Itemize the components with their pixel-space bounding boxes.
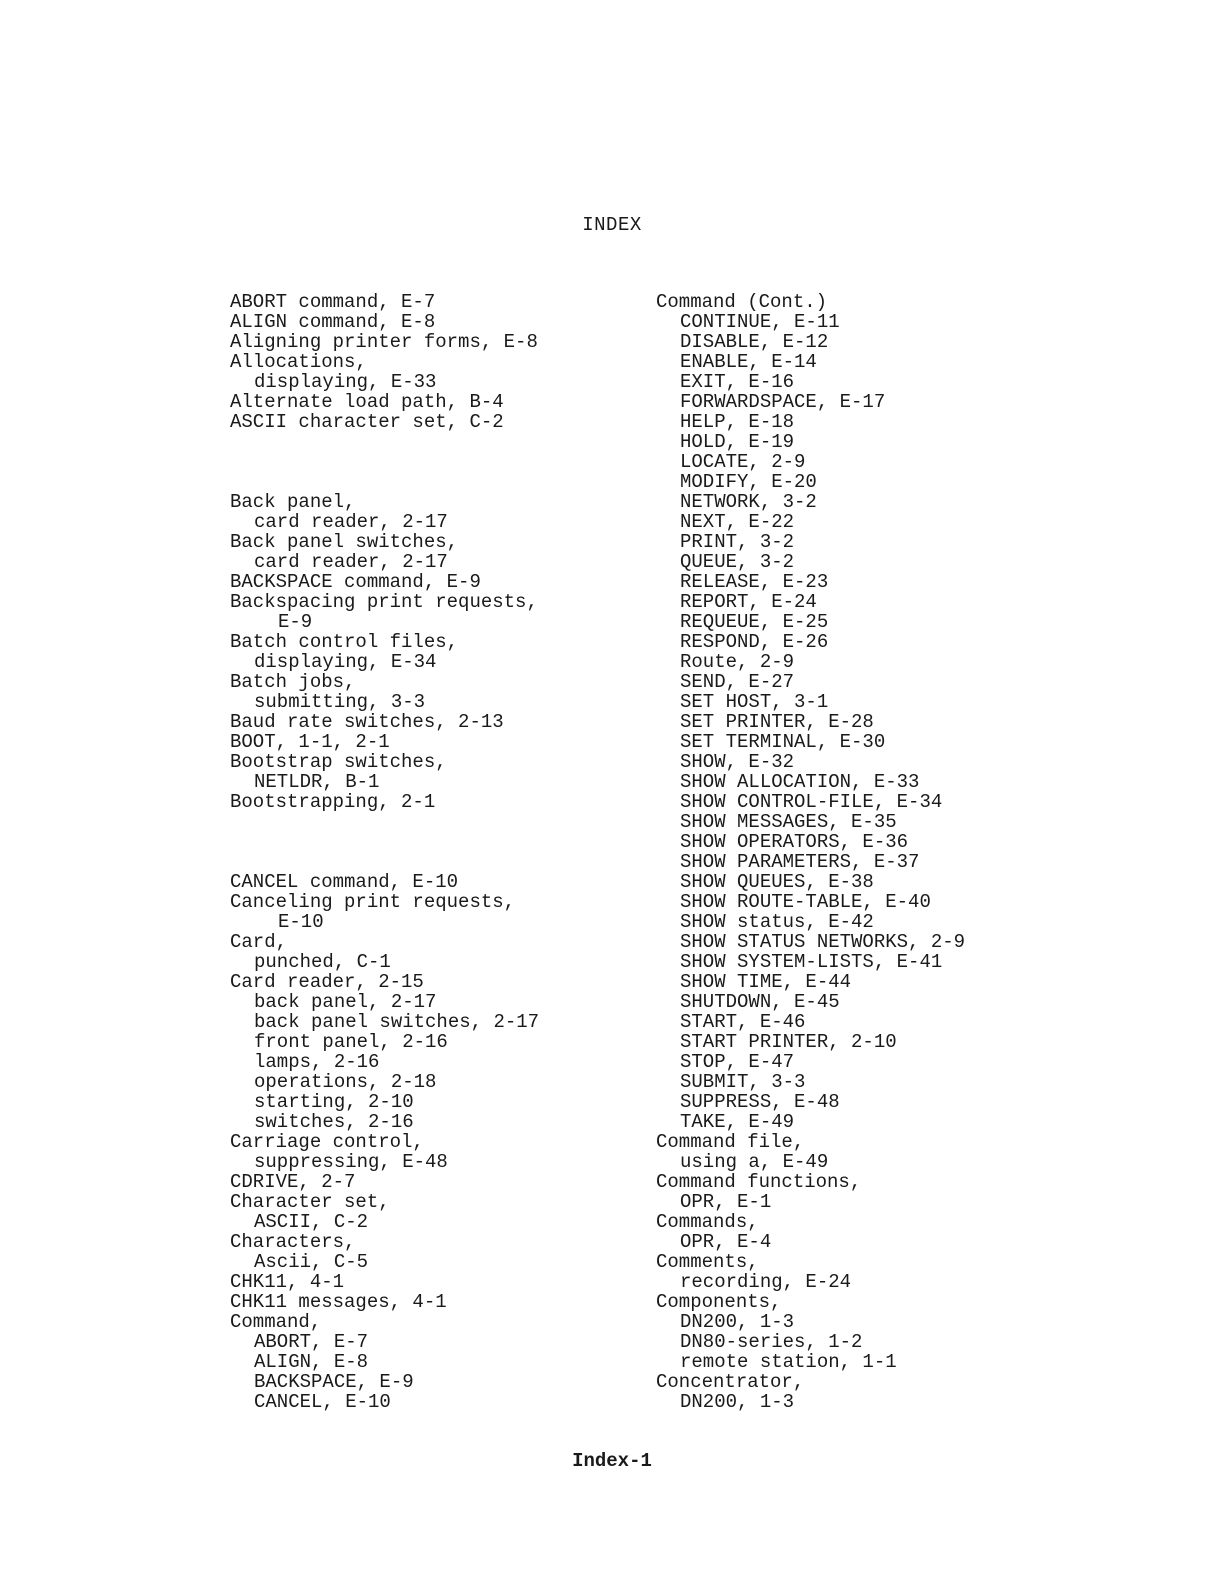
index-entry: Batch control files, [230,631,459,653]
index-entry: Alternate load path, B-4 [230,391,504,413]
index-entry: Bootstrap switches, [230,751,447,773]
index-subentry: Route, 2-9 [680,651,795,673]
index-subentry: TAKE, E-49 [680,1111,795,1133]
index-entry: BACKSPACE command, E-9 [230,571,481,593]
index-entry: Command (Cont.) [656,291,828,313]
index-subentry: ENABLE, E-14 [680,351,817,373]
index-entry: Commands, [656,1211,759,1233]
index-subentry: START PRINTER, 2-10 [680,1031,897,1053]
index-subentry: SHOW TIME, E-44 [680,971,852,993]
index-subentry: DN80-series, 1-2 [680,1331,863,1353]
index-subentry: SHOW PARAMETERS, E-37 [680,851,920,873]
index-entry: CDRIVE, 2-7 [230,1171,356,1193]
index-entry: Comments, [656,1251,759,1273]
index-column-right [656,292,965,1412]
index-spacer [230,432,539,452]
index-entry: Card, [230,931,288,953]
index-spacer [230,832,539,852]
index-subentry: card reader, 2-17 [254,511,448,533]
index-subentry: NEXT, E-22 [680,511,795,533]
index-subentry: RESPOND, E-26 [680,631,829,653]
index-spacer [230,852,539,872]
index-subentry: lamps, 2-16 [254,1051,380,1073]
index-subentry: back panel, 2-17 [254,991,437,1013]
index-subentry: switches, 2-16 [254,1111,414,1133]
index-entry: Command functions, [656,1171,862,1193]
index-entry: Aligning printer forms, E-8 [230,331,538,353]
index-subentry: front panel, 2-16 [254,1031,448,1053]
index-entry: Components, [656,1291,782,1313]
index-subentry: displaying, E-33 [254,371,437,393]
index-subentry: card reader, 2-17 [254,551,448,573]
page-number: Index-1 [572,1450,652,1472]
index-spacer [230,472,539,492]
index-subentry: OPR, E-1 [680,1191,772,1213]
index-entry: CHK11, 4-1 [230,1271,345,1293]
index-entry: Backspacing print requests, [230,591,538,613]
index-subentry: DN200, 1-3 [680,1311,795,1333]
index-subentry: ASCII, C-2 [254,1211,369,1233]
index-spacer [230,452,539,472]
index-entry: ALIGN command, E-8 [230,311,436,333]
index-subentry: ALIGN, E-8 [254,1351,369,1373]
index-subentry: CONTINUE, E-11 [680,311,840,333]
index-subentry: Ascii, C-5 [254,1251,369,1273]
index-subentry: REPORT, E-24 [680,591,817,613]
index-entry: Characters, [230,1231,356,1253]
index-entry: Batch jobs, [230,671,356,693]
index-entry: Command file, [656,1131,805,1153]
index-subentry: CANCEL, E-10 [254,1391,391,1413]
index-subentry: BACKSPACE, E-9 [254,1371,414,1393]
index-subentry: RELEASE, E-23 [680,571,829,593]
index-subentry: SHOW STATUS NETWORKS, 2-9 [680,931,966,953]
index-entry: Baud rate switches, 2-13 [230,711,504,733]
index-subentry: FORWARDSPACE, E-17 [680,391,886,413]
index-entry: CANCEL command, E-10 [230,871,459,893]
index-subentry: SUPPRESS, E-48 [680,1091,840,1113]
index-subentry: E-10 [278,911,324,933]
index-subentry: DN200, 1-3 [680,1391,795,1413]
index-subentry: SHOW ALLOCATION, E-33 [680,771,920,793]
index-subentry: LOCATE, 2-9 [680,451,806,473]
index-subentry: EXIT, E-16 [680,371,795,393]
index-entry: ABORT command, E-7 [230,291,436,313]
index-subentry: SET TERMINAL, E-30 [680,731,886,753]
index-column-left [230,292,539,1412]
index-subentry: STOP, E-47 [680,1051,795,1073]
index-subentry: SUBMIT, 3-3 [680,1071,806,1093]
index-subentry: SHOW CONTROL-FILE, E-34 [680,791,943,813]
index-subentry: SHOW ROUTE-TABLE, E-40 [680,891,931,913]
index-subentry: using a, E-49 [680,1151,829,1173]
index-entry: CHK11 messages, 4-1 [230,1291,447,1313]
index-subentry: HELP, E-18 [680,411,795,433]
index-entry: Command, [230,1311,322,1333]
index-subentry: displaying, E-34 [254,651,437,673]
index-subentry: SHOW QUEUES, E-38 [680,871,874,893]
index-spacer [230,812,539,832]
index-entry: Character set, [230,1191,390,1213]
index-subentry: SHUTDOWN, E-45 [680,991,840,1013]
index-subentry: submitting, 3-3 [254,691,426,713]
index-subentry: DISABLE, E-12 [680,331,829,353]
index-entry: Back panel switches, [230,531,459,553]
index-entry: Back panel, [230,491,356,513]
index-entry: Carriage control, [230,1131,424,1153]
index-subentry: SHOW OPERATORS, E-36 [680,831,909,853]
index-subentry: HOLD, E-19 [680,431,795,453]
index-subentry: recording, E-24 [680,1271,852,1293]
index-subentry: START, E-46 [680,1011,806,1033]
index-entry: Allocations, [230,351,367,373]
page-title: INDEX [582,214,642,236]
index-subentry: SEND, E-27 [680,671,795,693]
index-subentry: QUEUE, 3-2 [680,551,795,573]
index-subentry: SHOW status, E-42 [680,911,874,933]
index-subentry: NETWORK, 3-2 [680,491,817,513]
index-subentry: ABORT, E-7 [254,1331,369,1353]
index-subentry: suppressing, E-48 [254,1151,448,1173]
index-entry: ASCII character set, C-2 [230,411,504,433]
index-entry: Canceling print requests, [230,891,516,913]
index-subentry: punched, C-1 [254,951,391,973]
index-subentry: OPR, E-4 [680,1231,772,1253]
index-subentry: MODIFY, E-20 [680,471,817,493]
index-entry: Concentrator, [656,1371,805,1393]
index-subentry: SHOW SYSTEM-LISTS, E-41 [680,951,943,973]
index-entry: Card reader, 2-15 [230,971,424,993]
index-subentry: operations, 2-18 [254,1071,437,1093]
index-subentry: PRINT, 3-2 [680,531,795,553]
index-subentry: SET PRINTER, E-28 [680,711,874,733]
index-subentry: starting, 2-10 [254,1091,414,1113]
index-subentry: back panel switches, 2-17 [254,1011,540,1033]
index-subentry: SHOW MESSAGES, E-35 [680,811,897,833]
index-entry: BOOT, 1-1, 2-1 [230,731,390,753]
index-subentry: NETLDR, B-1 [254,771,380,793]
index-entry: Bootstrapping, 2-1 [230,791,436,813]
index-subentry: E-9 [278,611,313,633]
index-subentry: REQUEUE, E-25 [680,611,829,633]
index-subentry: remote station, 1-1 [680,1351,897,1373]
index-subentry: SHOW, E-32 [680,751,795,773]
index-subentry: SET HOST, 3-1 [680,691,829,713]
